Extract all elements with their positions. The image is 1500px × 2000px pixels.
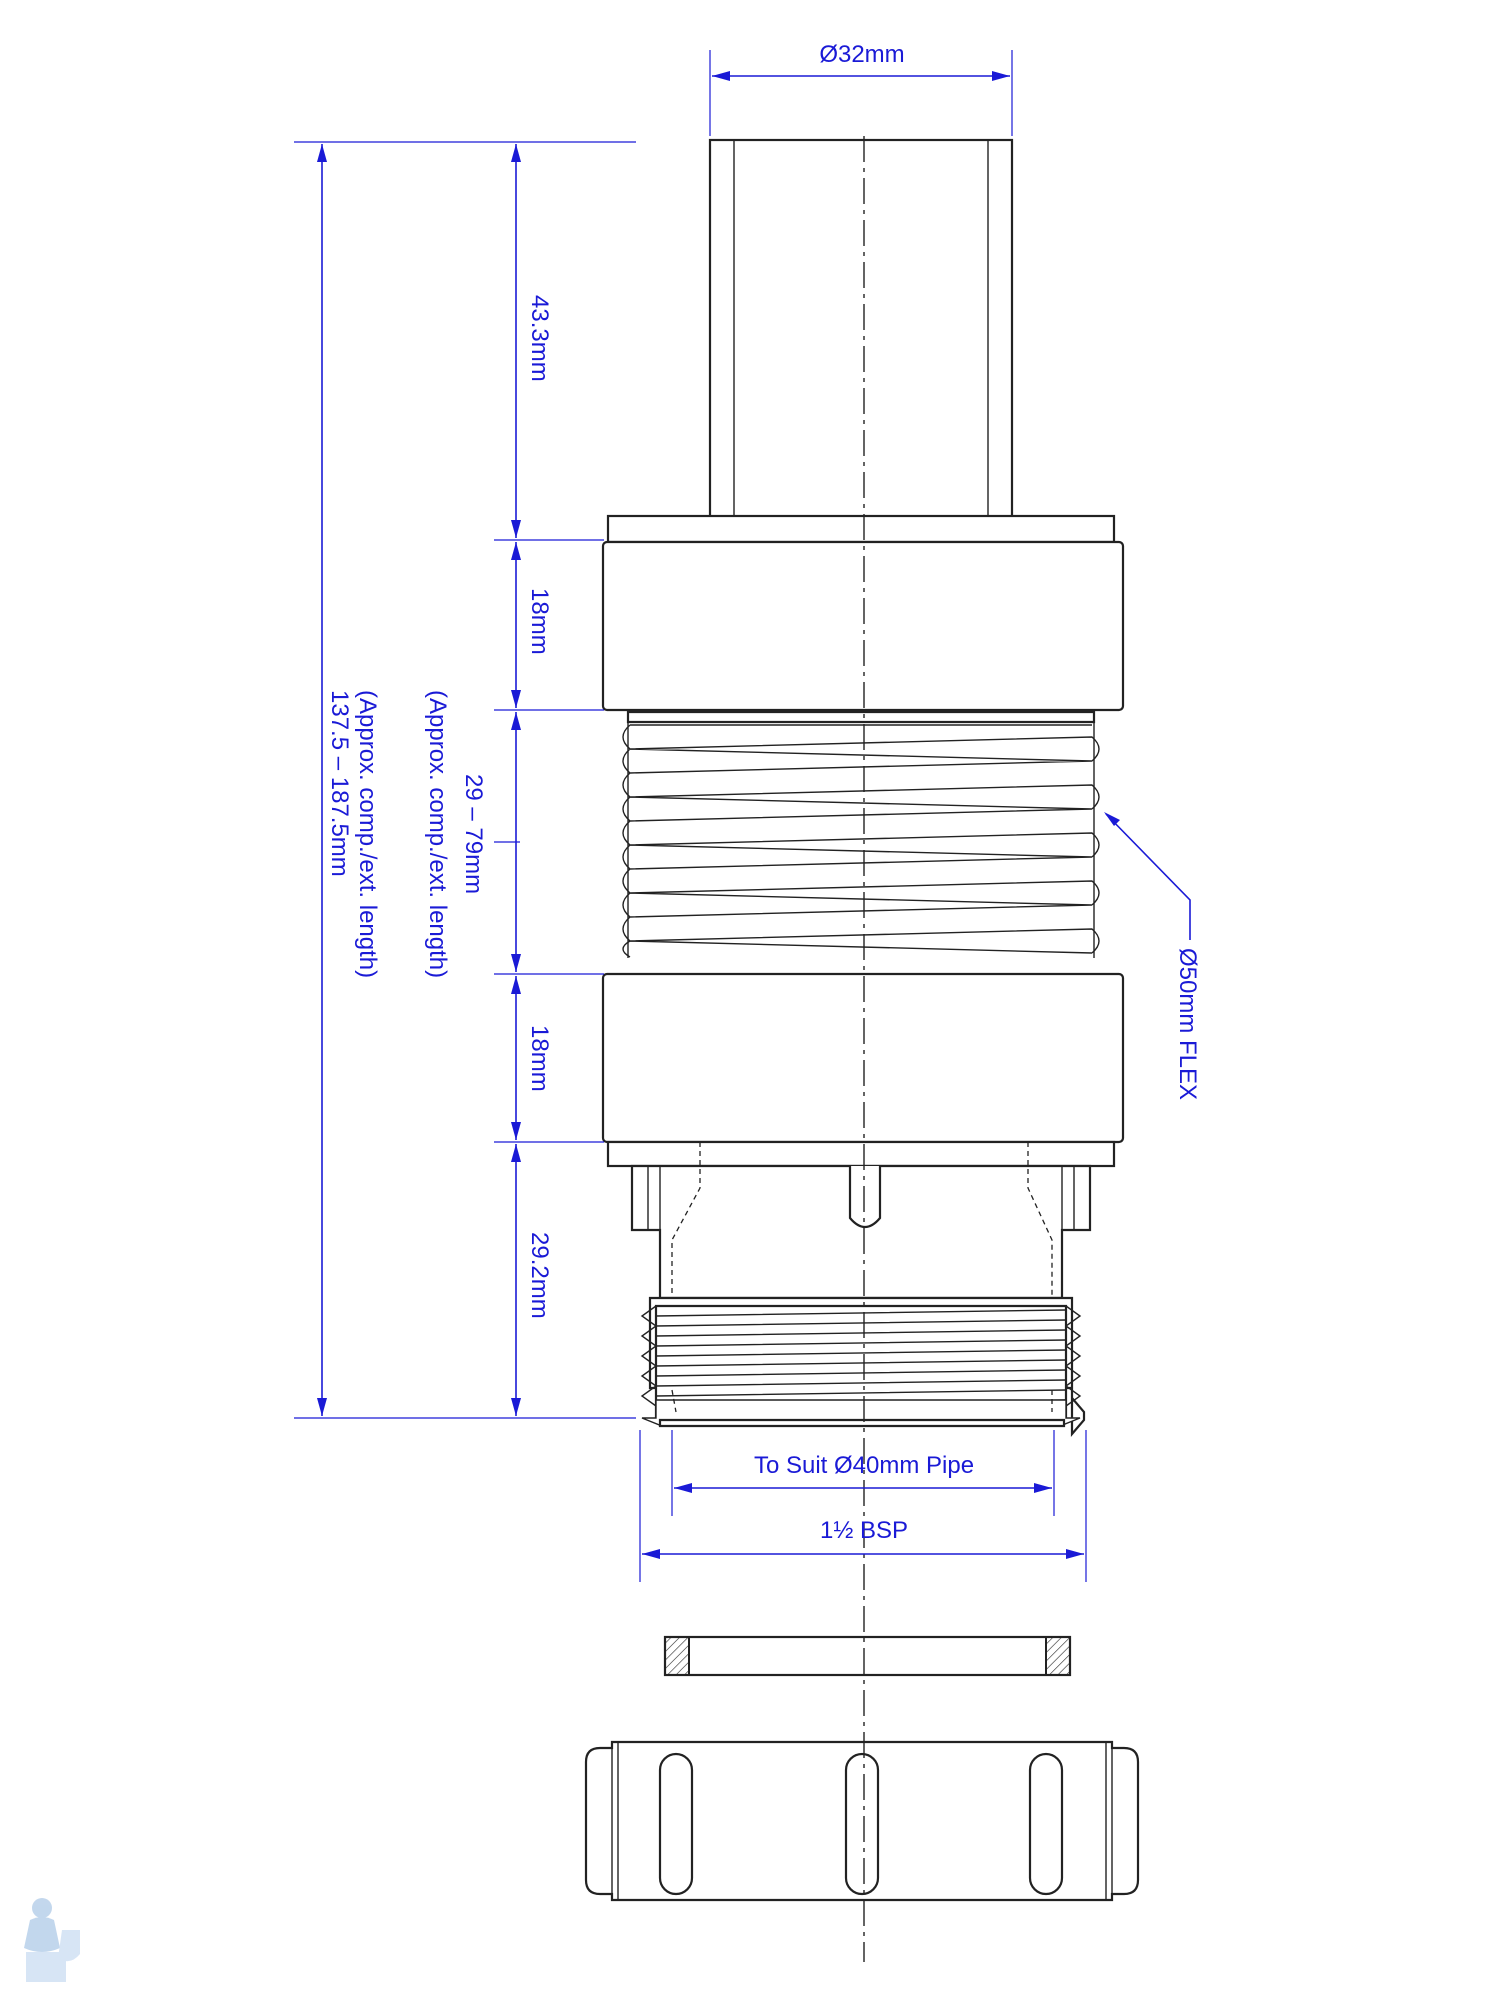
pipe-suit-label: To Suit Ø40mm Pipe — [753, 1452, 975, 1479]
thread-length-label: 29.2mm — [526, 1232, 553, 1319]
top-spigot — [710, 140, 1012, 518]
sealing-washer — [665, 1637, 1070, 1675]
top-diameter-label: Ø32mm — [819, 41, 905, 68]
compression-nut — [586, 1742, 1138, 1900]
flex-diameter-label: Ø50mm FLEX — [1174, 948, 1201, 1101]
bottom-flange — [608, 1142, 1114, 1166]
waste-connector-body — [586, 136, 1138, 1962]
bsp-thread — [642, 1298, 1084, 1434]
thread-size-label: 1½ BSP — [819, 1517, 909, 1544]
bottom-nut — [603, 974, 1123, 1142]
flex-bellows — [623, 712, 1099, 958]
top-flange — [608, 516, 1114, 542]
spigot-length-label: 43.3mm — [526, 295, 553, 382]
overall-range-label: 137.5 – 187.5mm — [326, 690, 353, 877]
center-key — [850, 1166, 880, 1227]
bottom-nut-height-label: 18mm — [526, 1025, 553, 1092]
flex-range-note: (Approx. comp./ext. length) — [424, 690, 451, 979]
flex-range-label: 29 – 79mm — [460, 774, 487, 895]
top-nut-height-label: 18mm — [526, 588, 553, 655]
overall-range-note: (Approx. comp./ext. length) — [354, 690, 381, 979]
top-nut — [603, 542, 1123, 710]
plumber-icon — [24, 1898, 80, 1982]
